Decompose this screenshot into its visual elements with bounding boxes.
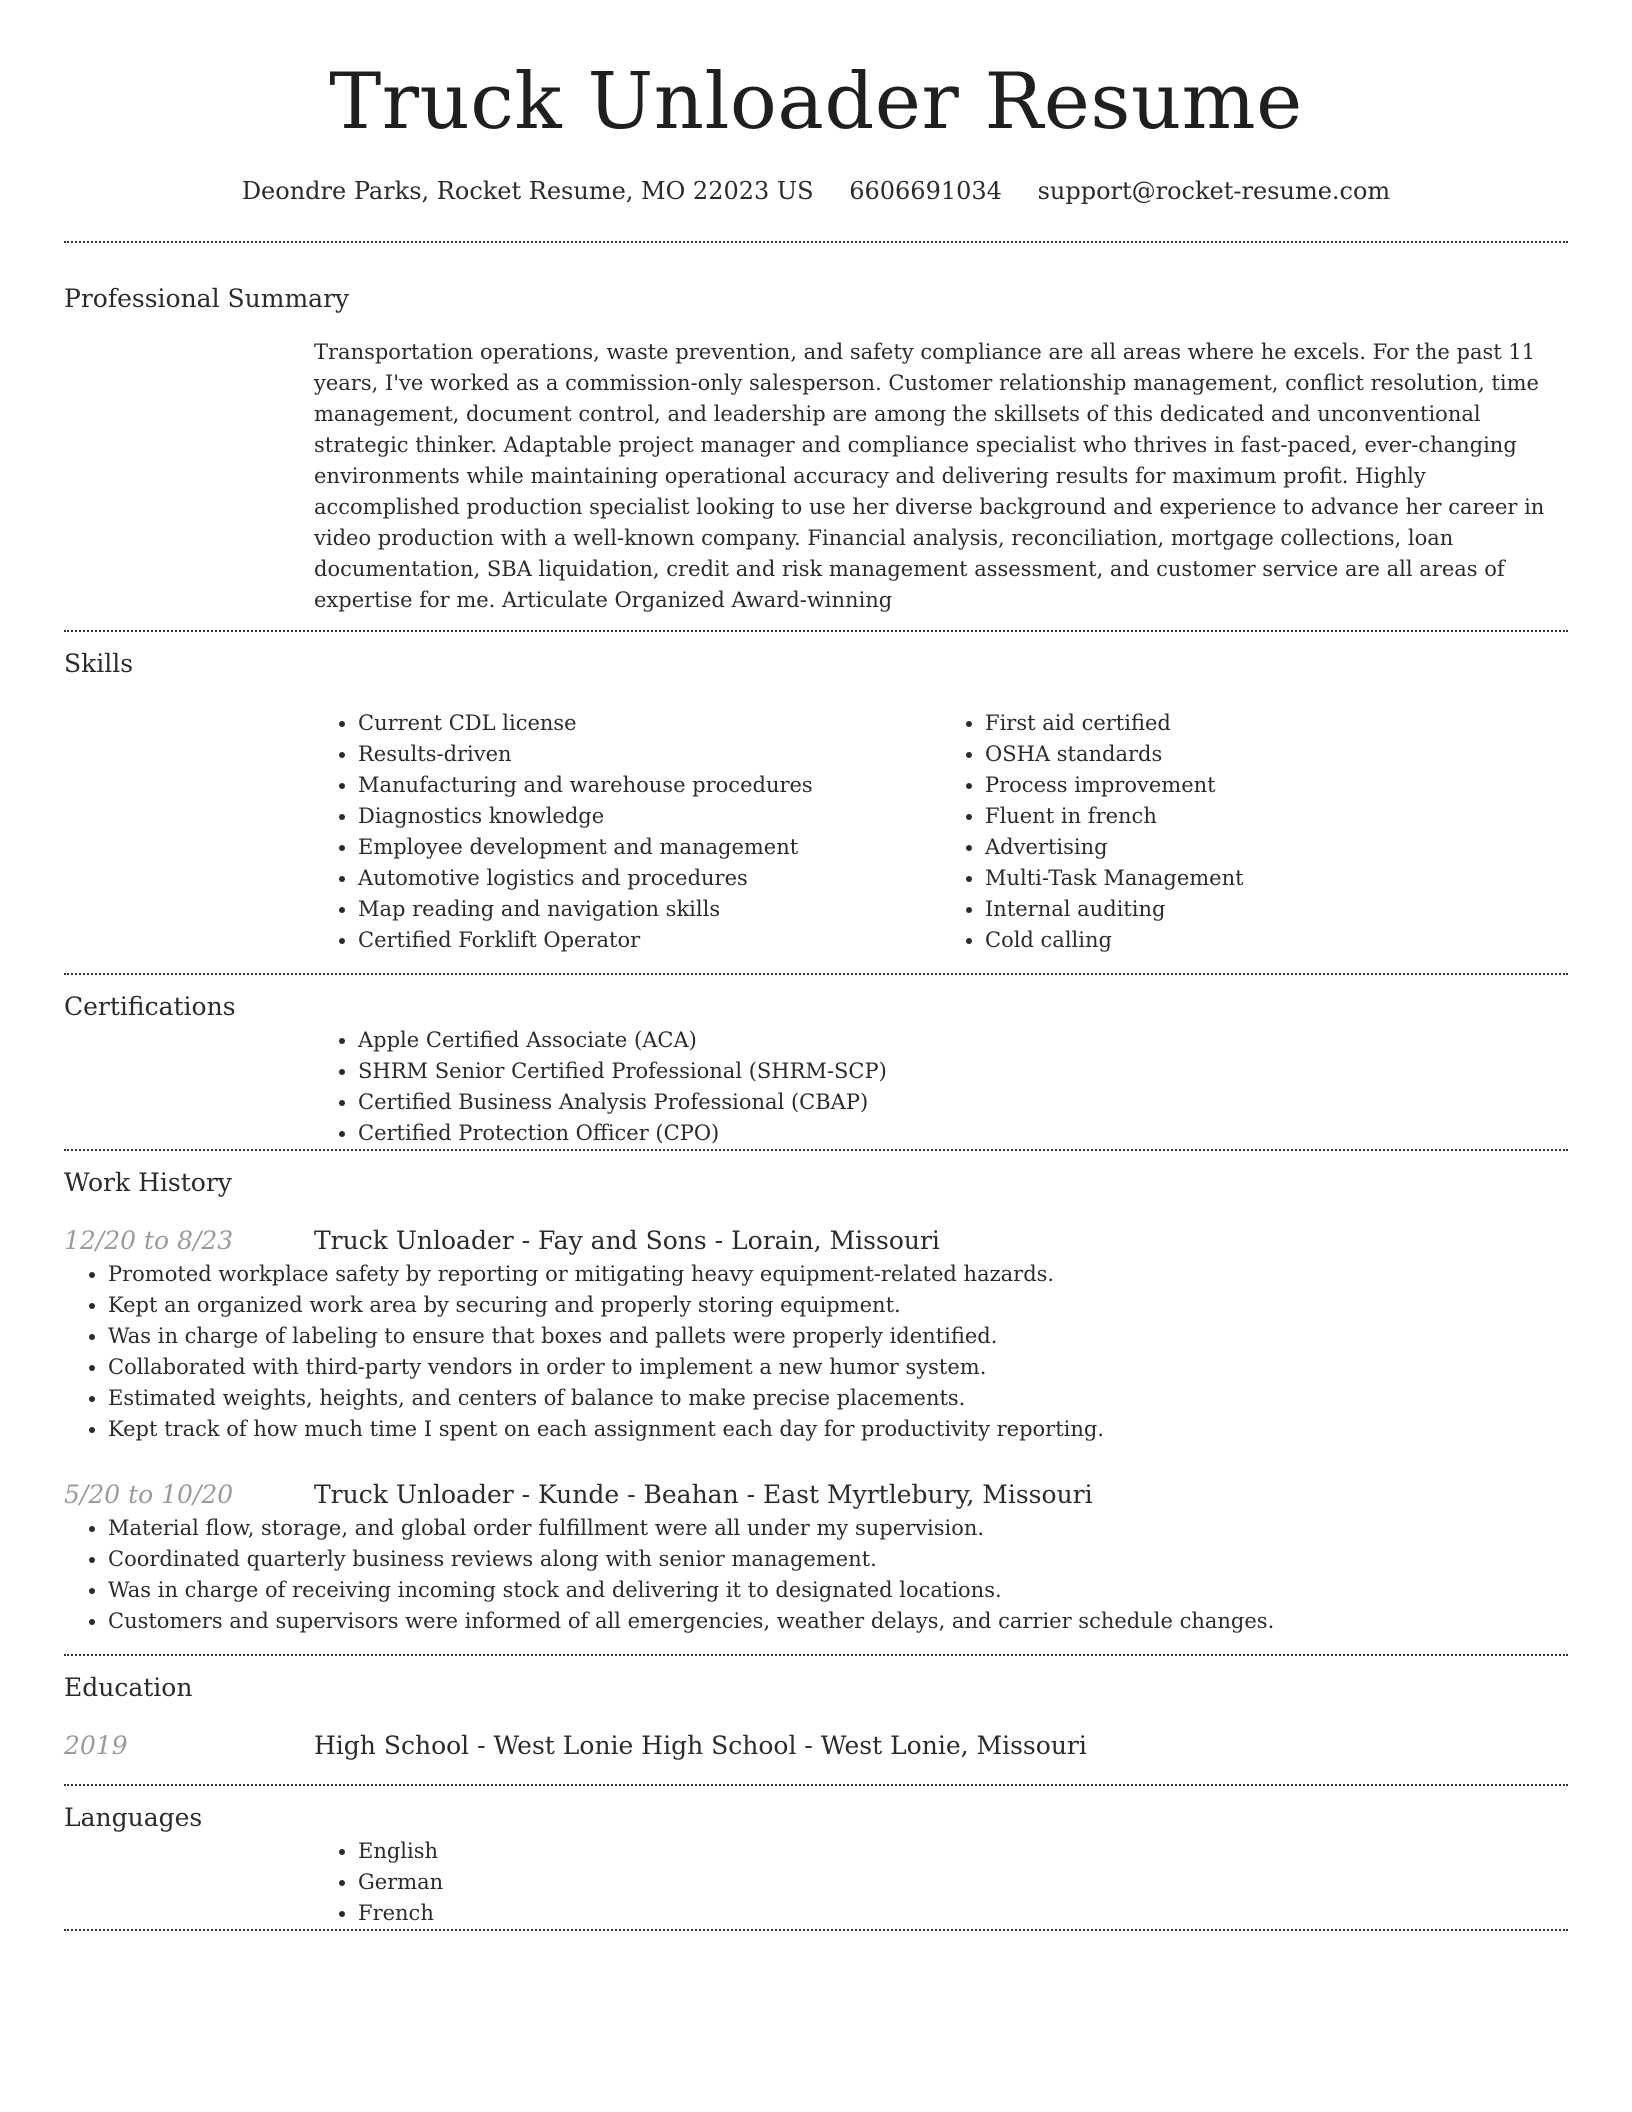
job-entry <box>64 1477 1568 1637</box>
list-item: • OSHA standards <box>985 739 1568 770</box>
job-bullets <box>64 1513 1568 1637</box>
skills-list-right <box>941 708 1568 956</box>
skills-section <box>64 632 1568 956</box>
resume-title: Truck Unloader Resume <box>329 57 1303 147</box>
section-heading: Professional Summary <box>64 284 350 313</box>
list-item: • Cold calling <box>985 925 1568 956</box>
list-item: • First aid certified <box>985 708 1568 739</box>
list-item: • Fluent in french <box>985 801 1568 832</box>
section-heading: Education <box>64 1673 193 1702</box>
list-item: • Diagnostics knowledge <box>358 801 941 832</box>
skills-list-left <box>314 708 941 956</box>
list-item: • Estimated weights, heights, and centers of balance to make precise placements. <box>108 1383 1568 1414</box>
contact-email: support@rocket-resume.com <box>1037 177 1391 205</box>
list-item: • Kept an organized work area by securing and properly storing equipment. <box>108 1290 1568 1321</box>
contact-address: Deondre Parks, Rocket Resume, MO 22023 US <box>241 177 814 205</box>
professional-summary-section <box>64 243 1568 616</box>
list-item: • Multi-Task Management <box>985 863 1568 894</box>
languages-list <box>314 1836 1568 1929</box>
list-item: • German <box>358 1867 1568 1898</box>
summary-text: Transportation operations, waste prevention, and safety compliance are all areas where he excels. For the past 11 years, I've worked as a commission-only salesperson. Customer relationship management, conflict resolution, time management, document control, and leadership are among the skillsets of this dedicated and unconventional strategic thinker. Adaptable project manager and compliance specialist who thrives in fast-paced, ever-changing environments while maintaining operational accuracy and delivering results for maximum profit. Highly accomplished production specialist looking to use her diverse background and experience to advance her career in video production with a well-known company. Financial analysis, reconciliation, mortgage collections, loan documentation, SBA liquidation, credit and risk management assessment, and customer service are all areas of expertise for me. Articulate Organized Award-winning <box>314 340 1545 612</box>
list-item: • Apple Certified Associate (ACA) <box>358 1025 1568 1056</box>
list-item: • Results-driven <box>358 739 941 770</box>
job-title: Truck Unloader - Kunde - Beahan - East Myrtlebury, Missouri <box>314 1480 1093 1509</box>
job-dates: 12/20 to 8/23 <box>64 1226 234 1255</box>
list-item: • Was in charge of labeling to ensure that boxes and pallets were properly identified. <box>108 1321 1568 1352</box>
section-heading: Certifications <box>64 992 236 1021</box>
languages-section <box>64 1786 1568 1929</box>
list-item: • French <box>358 1898 1568 1929</box>
education-date: 2019 <box>64 1731 128 1760</box>
contact-phone: 6606691034 <box>849 177 1002 205</box>
list-item: • Was in charge of receiving incoming stock and delivering it to designated locations. <box>108 1575 1568 1606</box>
certifications-list <box>314 1025 1568 1149</box>
list-item: • Manufacturing and warehouse procedures <box>358 770 941 801</box>
section-heading: Skills <box>64 649 134 678</box>
list-item: • Map reading and navigation skills <box>358 894 941 925</box>
list-item: • Employee development and management <box>358 832 941 863</box>
list-item: • Process improvement <box>985 770 1568 801</box>
list-item: • Kept track of how much time I spent on each assignment each day for productivity reporting. <box>108 1414 1568 1445</box>
section-heading: Work History <box>64 1168 232 1197</box>
list-item: • Coordinated quarterly business reviews along with senior management. <box>108 1544 1568 1575</box>
list-item: • Automotive logistics and procedures <box>358 863 941 894</box>
list-item: • Advertising <box>985 832 1568 863</box>
job-entry <box>64 1223 1568 1445</box>
education-title: High School - West Lonie High School - West Lonie, Missouri <box>314 1731 1087 1760</box>
section-heading: Languages <box>64 1803 203 1832</box>
list-item: • Certified Forklift Operator <box>358 925 941 956</box>
list-item: • Certified Business Analysis Professional (CBAP) <box>358 1087 1568 1118</box>
skills-columns <box>314 708 1568 956</box>
list-item: • Internal auditing <box>985 894 1568 925</box>
work-history-section <box>64 1151 1568 1637</box>
education-entry <box>64 1728 1568 1764</box>
section-divider <box>64 1929 1568 1931</box>
list-item: • English <box>358 1836 1568 1867</box>
contact-line <box>64 174 1568 208</box>
list-item: • SHRM Senior Certified Professional (SHRM-SCP) <box>358 1056 1568 1087</box>
job-bullets <box>64 1259 1568 1445</box>
education-section <box>64 1656 1568 1764</box>
job-dates: 5/20 to 10/20 <box>64 1480 234 1509</box>
list-item: • Current CDL license <box>358 708 941 739</box>
list-item: • Material flow, storage, and global order fulfillment were all under my supervision. <box>108 1513 1568 1544</box>
list-item: • Promoted workplace safety by reporting or mitigating heavy equipment-related hazards. <box>108 1259 1568 1290</box>
list-item: • Customers and supervisors were informed of all emergencies, weather delays, and carrier schedule changes. <box>108 1606 1568 1637</box>
list-item: • Collaborated with third-party vendors in order to implement a new humor system. <box>108 1352 1568 1383</box>
list-item: • Certified Protection Officer (CPO) <box>358 1118 1568 1149</box>
job-title: Truck Unloader - Fay and Sons - Lorain, Missouri <box>314 1226 940 1255</box>
certifications-section <box>64 975 1568 1149</box>
